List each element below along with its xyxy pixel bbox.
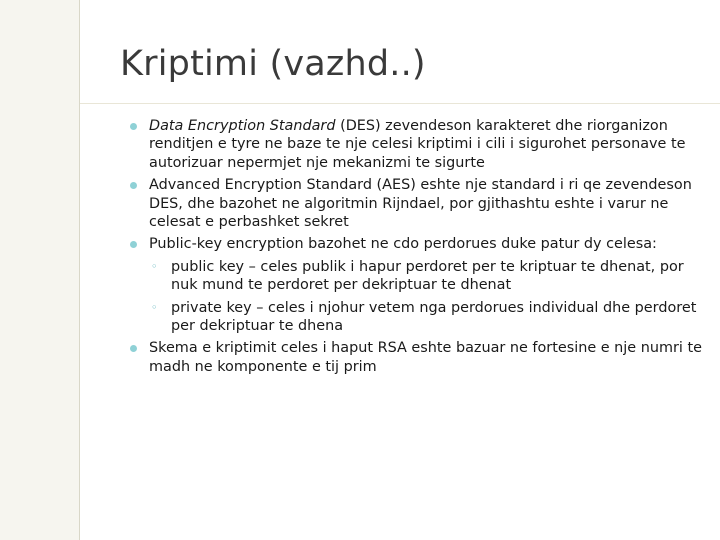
left-decorative-band bbox=[0, 0, 80, 540]
rsa-text: Skema e kriptimit celes i haput RSA eshte bazuar ne fortesine e nje numri te madh ne komponente e tij prim bbox=[149, 340, 702, 375]
bullet-aes bbox=[128, 176, 710, 231]
left-divider-line bbox=[79, 0, 80, 540]
sub-bullet-circle-icon: ◦ bbox=[151, 300, 158, 314]
key-sub-list bbox=[149, 258, 710, 336]
bullet-public-key bbox=[128, 235, 710, 335]
des-text: (DES) zevendeson karakteret dhe riorganizon renditjen e tyre ne baze te nje celesi kriptimi i cili i sigurohet personave te autorizuar nepermjet nje mekanizmi te sigurte bbox=[149, 118, 686, 171]
bullet-dot-icon bbox=[130, 241, 137, 248]
slide-title: Kriptimi (vazhd..) bbox=[120, 44, 426, 84]
bullet-rsa bbox=[128, 339, 710, 376]
bullet-des bbox=[128, 117, 710, 172]
private-key-desc: private key – celes i njohur vetem nga perdorues individual dhe perdoret per dekriptuar te dhena bbox=[171, 299, 697, 335]
sub-bullet-private-key bbox=[149, 299, 710, 336]
bullet-dot-icon bbox=[130, 123, 137, 130]
bullet-dot-icon bbox=[130, 182, 137, 189]
sub-bullet-public-key bbox=[149, 258, 710, 295]
sub-bullet-circle-icon: ◦ bbox=[151, 259, 158, 273]
des-term: Data Encryption Standard bbox=[149, 118, 336, 134]
public-key-text: Public-key encryption bazohet ne cdo perdorues duke patur dy celesa: bbox=[149, 236, 657, 253]
slide-content bbox=[128, 117, 710, 380]
public-key-desc: public key – celes publik i hapur perdoret per te kriptuar te dhenat, por nuk mund te perdoret per dekriptuar te dhenat bbox=[171, 258, 684, 294]
title-divider bbox=[80, 103, 720, 104]
aes-text: Advanced Encryption Standard (AES) eshte nje standard i ri qe zevendeson DES, dhe bazohet ne algoritmin Rijndael, por gjithashtu eshte i varur ne celesat e perbashket sekret bbox=[149, 177, 692, 231]
bullet-dot-icon bbox=[130, 345, 137, 352]
